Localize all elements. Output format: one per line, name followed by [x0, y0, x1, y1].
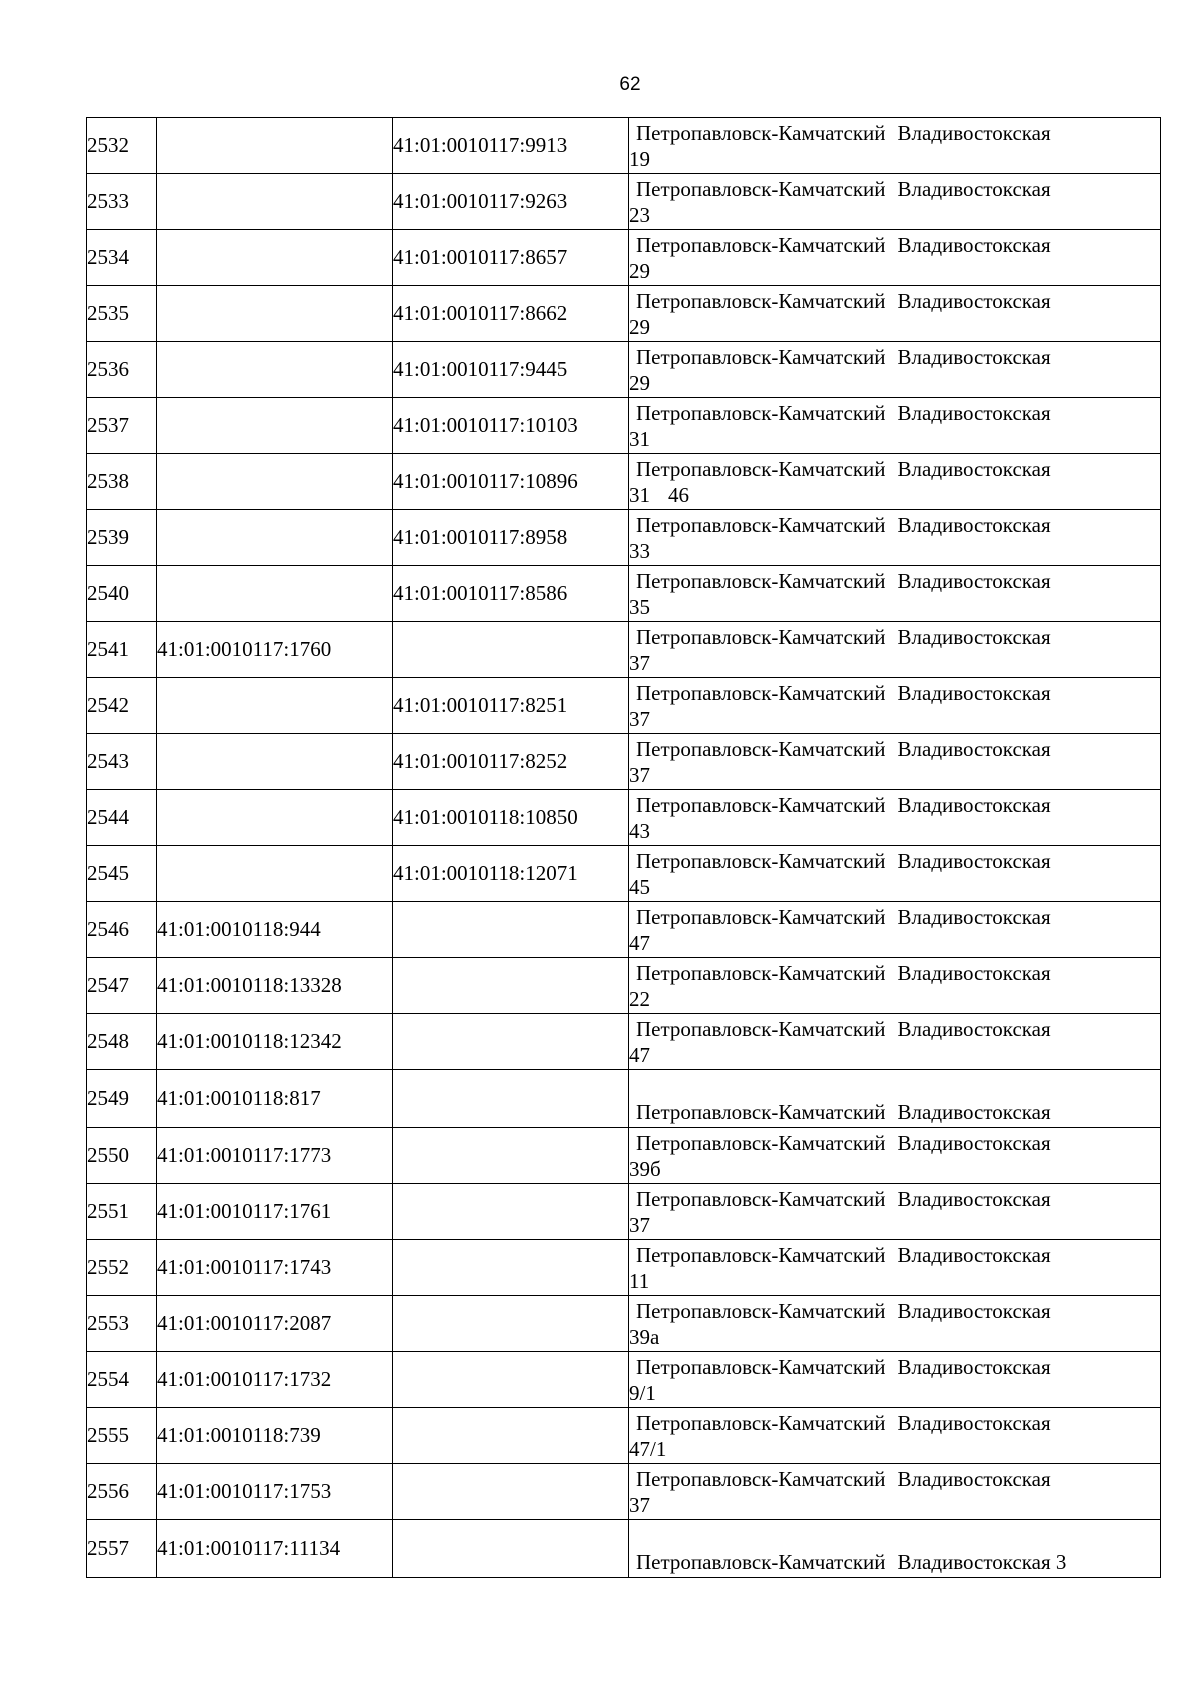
address-house-line [629, 818, 1160, 844]
object-cadastral-number: 41:01:0010117:8252 [393, 734, 629, 790]
address-city-street [629, 1466, 1160, 1492]
table-row [87, 454, 1161, 510]
address-city: Петропавловск-Камчатский [636, 568, 886, 593]
address-city-street [629, 960, 1160, 986]
row-number: 2555 [87, 1408, 157, 1464]
address-city: Петропавловск-Камчатский [636, 120, 886, 145]
address-city-street [629, 1410, 1160, 1436]
address-city-street [629, 568, 1160, 594]
address-house-line [629, 930, 1160, 956]
address-house-line [629, 1268, 1160, 1294]
address-cell [629, 1128, 1161, 1184]
address-city: Петропавловск-Камчатский [636, 456, 886, 481]
row-number: 2544 [87, 790, 157, 846]
address-city: Петропавловск-Камчатский [636, 680, 886, 705]
row-number: 2542 [87, 678, 157, 734]
address-house: 35 [629, 594, 650, 619]
address-city: Петропавловск-Камчатский [636, 176, 886, 201]
table-row [87, 846, 1161, 902]
row-number: 2547 [87, 958, 157, 1014]
address-city-street [629, 1549, 1160, 1575]
address-house: 22 [629, 986, 650, 1011]
address-house: 45 [629, 874, 650, 899]
address-city-street [629, 176, 1160, 202]
land-cadastral-number [157, 846, 393, 902]
address-city-street [629, 1099, 1160, 1125]
address-cell [629, 1070, 1161, 1128]
address-extra: 46 [668, 482, 689, 507]
address-house-line [629, 314, 1160, 340]
table-row [87, 1184, 1161, 1240]
land-cadastral-number [157, 118, 393, 174]
object-cadastral-number [393, 1240, 629, 1296]
address-cell [629, 118, 1161, 174]
land-cadastral-number [157, 566, 393, 622]
land-cadastral-number [157, 734, 393, 790]
table-row [87, 1014, 1161, 1070]
address-house-line [629, 1436, 1160, 1462]
address-house: 29 [629, 314, 650, 339]
land-cadastral-number: 41:01:0010118:12342 [157, 1014, 393, 1070]
row-number: 2533 [87, 174, 157, 230]
address-street: Владивостокская [897, 960, 1051, 985]
address-street: Владивостокская [897, 1016, 1051, 1041]
row-number: 2538 [87, 454, 157, 510]
object-cadastral-number [393, 1296, 629, 1352]
address-cell [629, 1352, 1161, 1408]
land-cadastral-number: 41:01:0010117:1732 [157, 1352, 393, 1408]
address-house: 11 [629, 1268, 650, 1293]
row-number: 2543 [87, 734, 157, 790]
address-city: Петропавловск-Камчатский [636, 1550, 886, 1574]
land-cadastral-number: 41:01:0010117:1743 [157, 1240, 393, 1296]
row-number: 2552 [87, 1240, 157, 1296]
land-cadastral-number: 41:01:0010117:11134 [157, 1520, 393, 1578]
object-cadastral-number: 41:01:0010118:10850 [393, 790, 629, 846]
land-cadastral-number: 41:01:0010117:2087 [157, 1296, 393, 1352]
address-city: Петропавловск-Камчатский [636, 736, 886, 761]
address-city-street [629, 848, 1160, 874]
object-cadastral-number: 41:01:0010117:10896 [393, 454, 629, 510]
table-row [87, 398, 1161, 454]
address-house-line [629, 426, 1160, 452]
address-cell [629, 678, 1161, 734]
address-house: 9/1 [629, 1380, 656, 1405]
land-cadastral-number: 41:01:0010117:1753 [157, 1464, 393, 1520]
address-house: 29 [629, 370, 650, 395]
address-cell [629, 286, 1161, 342]
address-street: Владивостокская [897, 1130, 1051, 1155]
address-house: 37 [629, 762, 650, 787]
table-row [87, 230, 1161, 286]
object-cadastral-number: 41:01:0010118:12071 [393, 846, 629, 902]
table-row [87, 790, 1161, 846]
land-cadastral-number [157, 678, 393, 734]
row-number: 2554 [87, 1352, 157, 1408]
row-number: 2549 [87, 1070, 157, 1128]
object-cadastral-number: 41:01:0010117:8958 [393, 510, 629, 566]
object-cadastral-number [393, 1014, 629, 1070]
table-row [87, 1128, 1161, 1184]
row-number: 2539 [87, 510, 157, 566]
registry-table [86, 117, 1161, 1578]
address-street: Владивостокская [897, 1466, 1051, 1491]
object-cadastral-number [393, 1070, 629, 1128]
table-row [87, 734, 1161, 790]
table-row [87, 510, 1161, 566]
address-cell [629, 1240, 1161, 1296]
address-cell [629, 1464, 1161, 1520]
address-house: 39б [629, 1156, 661, 1181]
address-house-line [629, 146, 1160, 172]
address-city: Петропавловск-Камчатский [636, 344, 886, 369]
address-house-line [629, 482, 1160, 508]
address-street: Владивостокская [897, 736, 1051, 761]
address-cell [629, 342, 1161, 398]
object-cadastral-number: 41:01:0010117:9263 [393, 174, 629, 230]
address-house-line [629, 650, 1160, 676]
object-cadastral-number [393, 1128, 629, 1184]
address-cell [629, 454, 1161, 510]
address-city-street [629, 904, 1160, 930]
land-cadastral-number: 41:01:0010118:944 [157, 902, 393, 958]
address-street: Владивостокская [897, 680, 1051, 705]
row-number: 2545 [87, 846, 157, 902]
object-cadastral-number: 41:01:0010117:8251 [393, 678, 629, 734]
address-house-line [629, 706, 1160, 732]
address-house: 29 [629, 258, 650, 283]
object-cadastral-number [393, 902, 629, 958]
address-city: Петропавловск-Камчатский [636, 624, 886, 649]
address-house: 37 [629, 706, 650, 731]
land-cadastral-number: 41:01:0010118:13328 [157, 958, 393, 1014]
address-house: 23 [629, 202, 650, 227]
table-row [87, 1408, 1161, 1464]
table-row [87, 342, 1161, 398]
address-city: Петропавловск-Камчатский [636, 1100, 886, 1124]
address-house-line [629, 594, 1160, 620]
address-city: Петропавловск-Камчатский [636, 1466, 886, 1491]
address-house-line [629, 1042, 1160, 1068]
address-street: Владивостокская [897, 1354, 1051, 1379]
address-city-street [629, 232, 1160, 258]
address-city-street [629, 680, 1160, 706]
row-number: 2551 [87, 1184, 157, 1240]
address-city-street [629, 1298, 1160, 1324]
land-cadastral-number: 41:01:0010118:817 [157, 1070, 393, 1128]
address-street: Владивостокская [897, 624, 1051, 649]
address-cell [629, 734, 1161, 790]
address-house: 19 [629, 146, 650, 171]
row-number: 2541 [87, 622, 157, 678]
land-cadastral-number: 41:01:0010117:1773 [157, 1128, 393, 1184]
address-cell [629, 1184, 1161, 1240]
land-cadastral-number: 41:01:0010117:1761 [157, 1184, 393, 1240]
page-number: 62 [619, 74, 641, 95]
table-row [87, 678, 1161, 734]
object-cadastral-number [393, 958, 629, 1014]
address-city-street [629, 512, 1160, 538]
address-house-line [629, 370, 1160, 396]
address-city-street [629, 1186, 1160, 1212]
row-number: 2537 [87, 398, 157, 454]
address-house: 31 [629, 482, 650, 507]
address-street: Владивостокская [897, 512, 1051, 537]
land-cadastral-number [157, 510, 393, 566]
address-cell [629, 1408, 1161, 1464]
address-street: Владивостокская [897, 1298, 1051, 1323]
land-cadastral-number [157, 790, 393, 846]
address-street: Владивостокская [897, 288, 1051, 313]
address-street: Владивостокская [897, 456, 1051, 481]
land-cadastral-number [157, 342, 393, 398]
address-city-street [629, 1130, 1160, 1156]
address-house-line [629, 874, 1160, 900]
address-city: Петропавловск-Камчатский [636, 1410, 886, 1435]
address-cell [629, 174, 1161, 230]
row-number: 2540 [87, 566, 157, 622]
address-city-street [629, 344, 1160, 370]
address-city-street [629, 1354, 1160, 1380]
address-city-street [629, 456, 1160, 482]
table-row [87, 286, 1161, 342]
address-street: Владивостокская [897, 344, 1051, 369]
object-cadastral-number: 41:01:0010117:9913 [393, 118, 629, 174]
address-house: 47/1 [629, 1436, 667, 1461]
table-row [87, 566, 1161, 622]
address-cell [629, 1014, 1161, 1070]
object-cadastral-number [393, 1408, 629, 1464]
row-number: 2546 [87, 902, 157, 958]
address-cell [629, 1520, 1161, 1578]
address-street: Владивостокская [897, 1100, 1051, 1124]
address-city-street [629, 1242, 1160, 1268]
land-cadastral-number [157, 454, 393, 510]
table-row [87, 622, 1161, 678]
address-house: 43 [629, 818, 650, 843]
address-house-line [629, 1492, 1160, 1518]
land-cadastral-number: 41:01:0010118:739 [157, 1408, 393, 1464]
address-cell [629, 230, 1161, 286]
address-house-line [629, 202, 1160, 228]
table-row [87, 902, 1161, 958]
row-number: 2553 [87, 1296, 157, 1352]
table-row [87, 1240, 1161, 1296]
address-cell [629, 1296, 1161, 1352]
address-city-street [629, 400, 1160, 426]
address-city: Петропавловск-Камчатский [636, 1016, 886, 1041]
land-cadastral-number [157, 174, 393, 230]
address-city: Петропавловск-Камчатский [636, 792, 886, 817]
address-city-street [629, 736, 1160, 762]
row-number: 2557 [87, 1520, 157, 1578]
row-number: 2534 [87, 230, 157, 286]
row-number: 2532 [87, 118, 157, 174]
address-city-street [629, 288, 1160, 314]
address-city-street [629, 624, 1160, 650]
row-number: 2550 [87, 1128, 157, 1184]
address-house-line [629, 1212, 1160, 1238]
address-house: 37 [629, 1212, 650, 1237]
object-cadastral-number: 41:01:0010117:8662 [393, 286, 629, 342]
address-street: Владивостокская [897, 568, 1051, 593]
address-cell [629, 958, 1161, 1014]
address-city: Петропавловск-Камчатский [636, 904, 886, 929]
address-house-line [629, 1380, 1160, 1406]
address-city: Петропавловск-Камчатский [636, 1242, 886, 1267]
address-street: Владивостокская [897, 1186, 1051, 1211]
row-number: 2548 [87, 1014, 157, 1070]
address-city: Петропавловск-Камчатский [636, 848, 886, 873]
address-street: Владивостокская [897, 1410, 1051, 1435]
table-row [87, 1464, 1161, 1520]
address-street: Владивостокская [897, 792, 1051, 817]
address-cell [629, 790, 1161, 846]
table-row [87, 958, 1161, 1014]
table-row [87, 118, 1161, 174]
address-house-line [629, 762, 1160, 788]
address-cell [629, 622, 1161, 678]
address-street: Владивостокская [897, 120, 1051, 145]
address-street: Владивостокская [897, 848, 1051, 873]
registry-table-body [87, 118, 1161, 1578]
address-city: Петропавловск-Камчатский [636, 1186, 886, 1211]
address-city: Петропавловск-Камчатский [636, 1130, 886, 1155]
object-cadastral-number [393, 1184, 629, 1240]
address-city-street [629, 792, 1160, 818]
address-cell [629, 846, 1161, 902]
land-cadastral-number [157, 230, 393, 286]
address-house: 31 [629, 426, 650, 451]
address-cell [629, 902, 1161, 958]
object-cadastral-number: 41:01:0010117:10103 [393, 398, 629, 454]
address-city: Петропавловск-Камчатский [636, 1298, 886, 1323]
table-row [87, 1520, 1161, 1578]
table-row [87, 174, 1161, 230]
address-house: 37 [629, 650, 650, 675]
address-city: Петропавловск-Камчатский [636, 232, 886, 257]
table-row [87, 1352, 1161, 1408]
land-cadastral-number: 41:01:0010117:1760 [157, 622, 393, 678]
object-cadastral-number [393, 1352, 629, 1408]
object-cadastral-number [393, 622, 629, 678]
address-house: 47 [629, 1042, 650, 1067]
address-cell [629, 510, 1161, 566]
row-number: 2536 [87, 342, 157, 398]
address-street: Владивостокская [897, 400, 1051, 425]
address-house-line [629, 258, 1160, 284]
address-house-line [629, 986, 1160, 1012]
address-house-line [629, 538, 1160, 564]
table-row [87, 1070, 1161, 1128]
object-cadastral-number: 41:01:0010117:8657 [393, 230, 629, 286]
address-city-street [629, 120, 1160, 146]
address-city: Петропавловск-Камчатский [636, 400, 886, 425]
table-row [87, 1296, 1161, 1352]
address-street: Владивостокская 3 [897, 1550, 1067, 1574]
address-house-line [629, 1156, 1160, 1182]
land-cadastral-number [157, 286, 393, 342]
object-cadastral-number: 41:01:0010117:8586 [393, 566, 629, 622]
object-cadastral-number [393, 1520, 629, 1578]
address-street: Владивостокская [897, 1242, 1051, 1267]
address-city: Петропавловск-Камчатский [636, 512, 886, 537]
row-number: 2556 [87, 1464, 157, 1520]
address-city: Петропавловск-Камчатский [636, 1354, 886, 1379]
address-cell [629, 398, 1161, 454]
address-house: 33 [629, 538, 650, 563]
address-street: Владивостокская [897, 232, 1051, 257]
address-city-street [629, 1016, 1160, 1042]
land-cadastral-number [157, 398, 393, 454]
address-house: 47 [629, 930, 650, 955]
object-cadastral-number [393, 1464, 629, 1520]
address-house-line [629, 1324, 1160, 1350]
address-city: Петропавловск-Камчатский [636, 960, 886, 985]
row-number: 2535 [87, 286, 157, 342]
address-cell [629, 566, 1161, 622]
address-house: 39а [629, 1324, 660, 1349]
address-city: Петропавловск-Камчатский [636, 288, 886, 313]
object-cadastral-number: 41:01:0010117:9445 [393, 342, 629, 398]
address-street: Владивостокская [897, 904, 1051, 929]
address-street: Владивостокская [897, 176, 1051, 201]
address-house: 37 [629, 1492, 650, 1517]
